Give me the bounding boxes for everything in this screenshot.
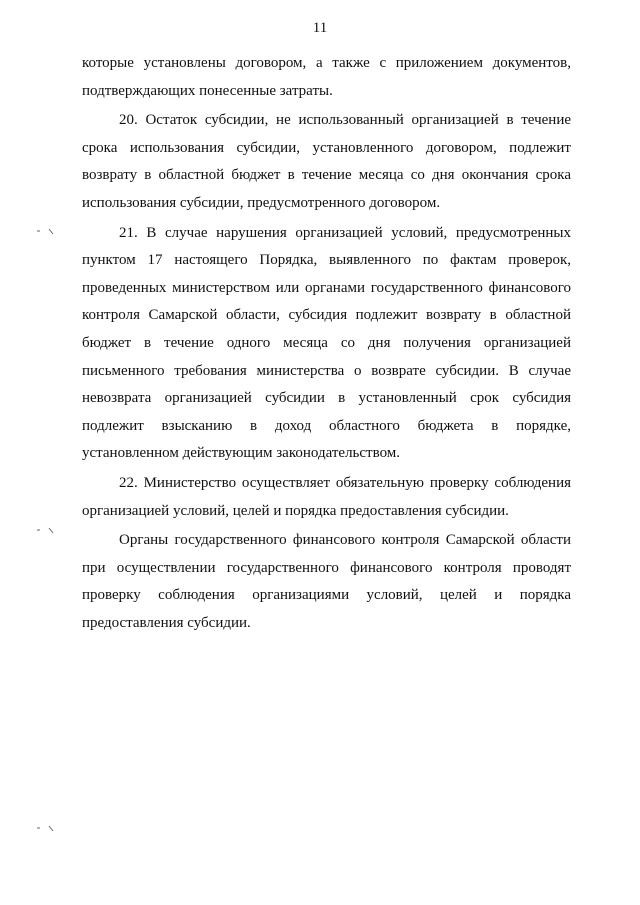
page-number: 11 [312, 20, 328, 36]
document-body [82, 50, 571, 637]
binding-hole-mark [36, 525, 58, 535]
binding-hole-mark [36, 226, 58, 236]
paragraph-control-bodies: Органы государственного финансового контроля Самарской области при осуществлении государственного финансового контроля проводят проверку соблюдения организациями условий, целей и порядка предоставления субсидии. [82, 532, 571, 631]
binding-hole-mark [36, 823, 58, 833]
paragraph-22: 22. Министерство осуществляет обязательную проверку соблюдения организацией условий, целей и порядка предоставления субсидии. [82, 474, 571, 519]
paragraph-20: 20. Остаток субсидии, не использованный организацией в течение срока использования субсидии, установленного договором, подлежит возврату в областной бюджет в течение месяца со дня окончания срока использования субсидии, предусмотренного договором. [82, 112, 571, 211]
paragraph-continuation: которые установлены договором, а также с приложением документов, подтверждающих понесенные затраты. [82, 55, 571, 99]
paragraph-21: 21. В случае нарушения организацией условий, предусмотренных пунктом 17 настоящего Порядка, выявленного по фактам проверок, проведенных министерством или органами государственного финансового контроля Самарской области, субсидия подлежит возврату в областной бюджет в течение одного месяца со дня получения организацией письменного требования министерства о возврате субсидии. В случае невозврата организацией субсидии в установленный срок субсидия подлежит взысканию в доход областного бюджета в порядке, установленном действующим законодательством. [82, 224, 571, 462]
